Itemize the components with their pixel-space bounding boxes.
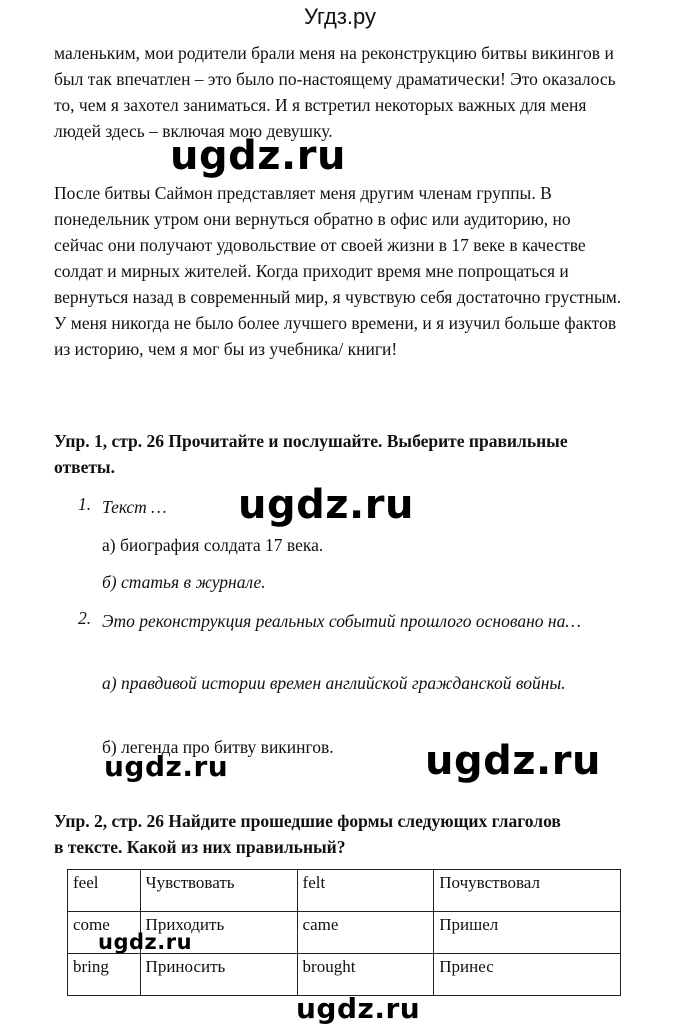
question-2-number: 2. — [78, 608, 92, 628]
table-cell: Чувствовать — [140, 870, 297, 912]
table-cell: Принес — [434, 954, 621, 996]
table-cell: Приходить — [140, 912, 297, 954]
table-cell: came — [297, 912, 434, 954]
table-cell: Приносить — [140, 954, 297, 996]
question-1-answer-b: б) статья в журнале. — [102, 572, 266, 592]
table-row — [68, 870, 621, 912]
site-title: Угдз.ру — [303, 4, 377, 29]
paragraph-1: маленьким, мои родители брали меня на реконструкцию битвы викингов и был так впечатлен – это было по-настоящему драматически! Это оказалось то, чем я захотел заниматься. И я встретил некоторых важных для меня людей здесь – включая мою девушку. — [54, 43, 616, 141]
question-1-answer-a: а) биография солдата 17 века. — [102, 535, 324, 555]
question-1-text: Текст … — [102, 497, 167, 517]
question-2-answer-a: а) правдивой истории времен английской гражданской войны. — [102, 673, 566, 693]
exercise-2-heading: Упр. 2, стр. 26 Найдите прошедшие формы следующих глаголов в тексте. Какой из них правильный? — [54, 811, 561, 857]
watermark: ugdz.ru — [104, 750, 229, 783]
watermark: ugdz.ru — [296, 992, 421, 1025]
watermark: ugdz.ru — [425, 738, 601, 784]
table-cell: felt — [297, 870, 434, 912]
watermark: ugdz.ru — [238, 482, 414, 528]
exercise-1-heading: Упр. 1, стр. 26 Прочитайте и послушайте. Выберите правильные ответы. — [54, 431, 568, 477]
table-row — [68, 954, 621, 996]
table-cell: bring — [68, 954, 141, 996]
table-cell: Почувствовал — [434, 870, 621, 912]
watermark: ugdz.ru — [170, 133, 346, 179]
question-2-text: Это реконструкция реальных событий прошлого основано на… — [102, 611, 581, 631]
question-2-answer-b: б) легенда про битву викингов. — [102, 737, 334, 757]
table-cell: Пришел — [434, 912, 621, 954]
paragraph-2: После битвы Саймон представляет меня другим членам группы. В понедельник утром они вернуться обратно в офис или аудиторию, но сейчас они получают удовольствие от своей жизни в 17 веке в качестве солдат и мирных жителей. Когда приходит время мне попрощаться и вернуться назад в современный мир, я чувствую себя достаточно грустным. У меня никогда не было более лучшего времени, и я изучил больше фактов из историю, чем я мог бы из учебника/ книги! — [54, 183, 622, 359]
question-1-number: 1. — [78, 494, 92, 514]
table-cell: brought — [297, 954, 434, 996]
watermark: ugdz.ru — [98, 930, 193, 954]
table-cell: feel — [68, 870, 141, 912]
table-cell: come — [68, 912, 141, 954]
